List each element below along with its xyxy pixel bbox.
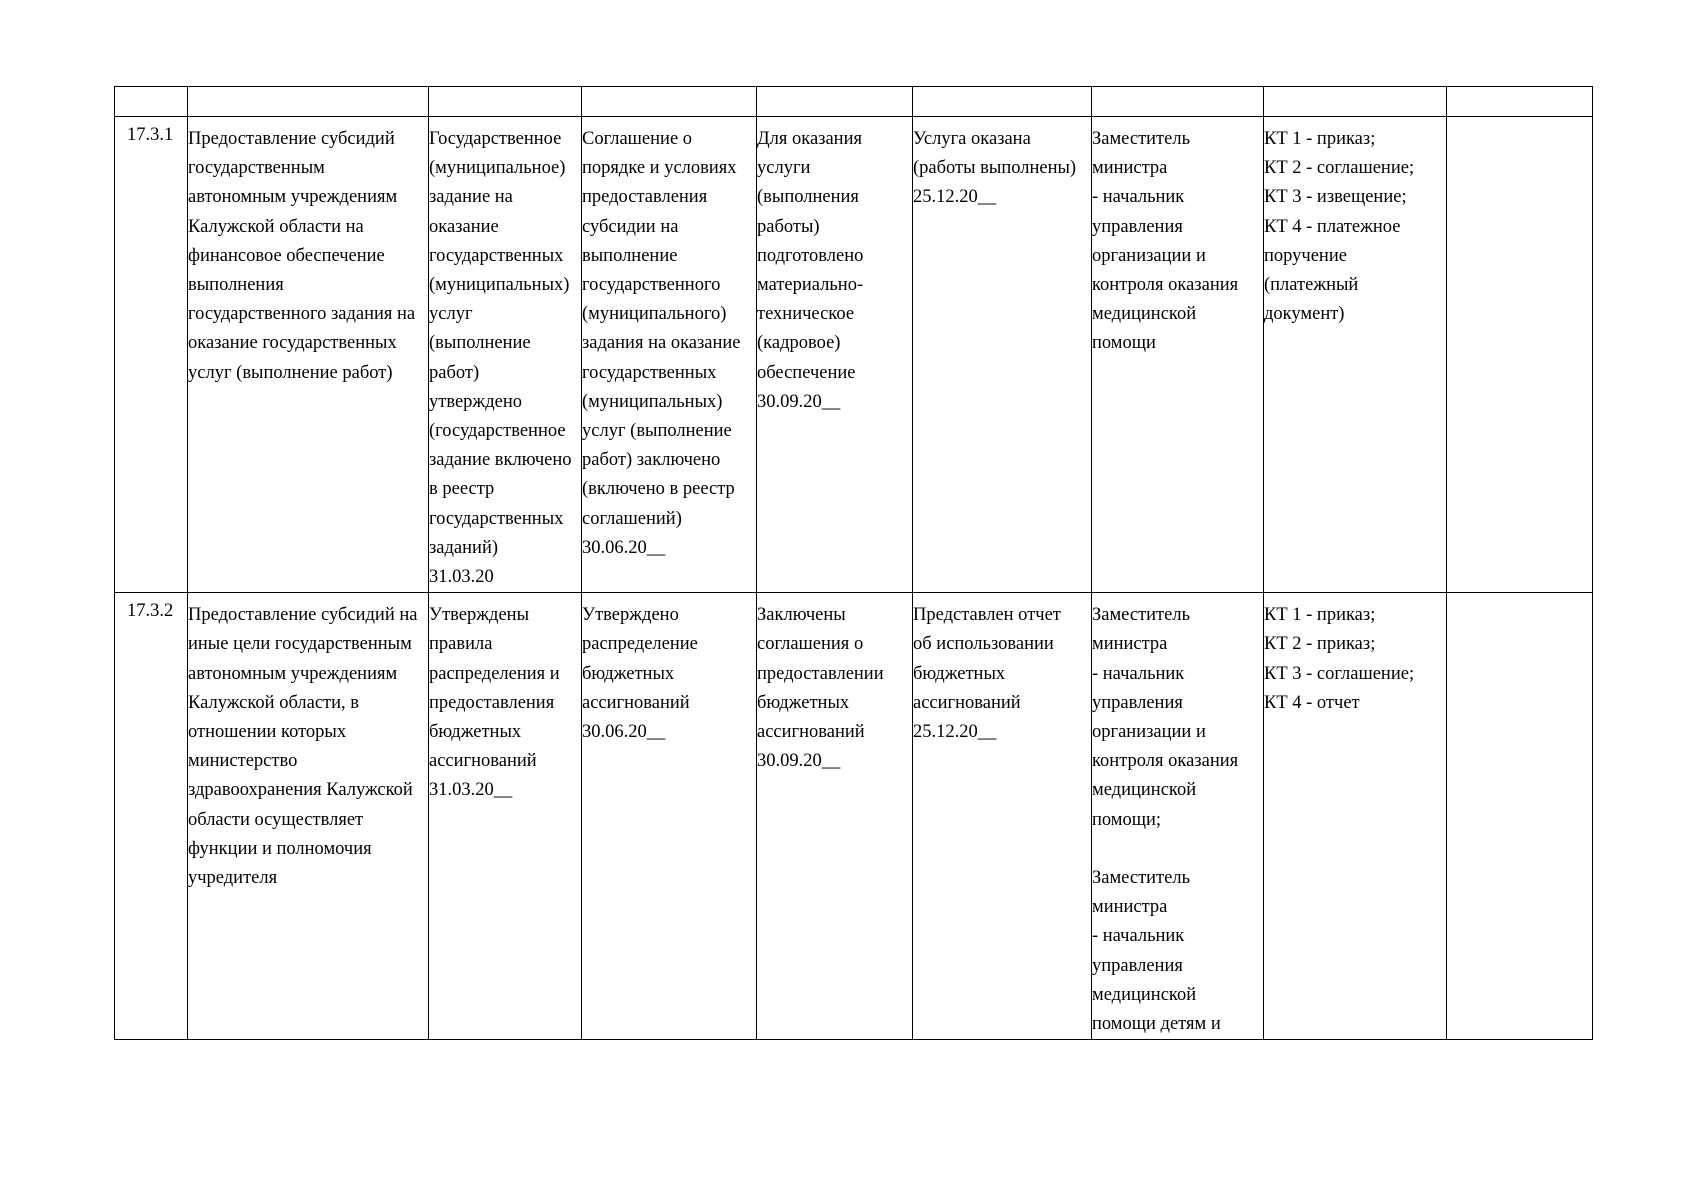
header-cell	[1264, 87, 1447, 117]
control-point-4-cell	[913, 593, 1092, 1040]
header-cell	[188, 87, 429, 117]
control-point-3-cell	[757, 593, 913, 1040]
documents-cell	[1264, 593, 1447, 1040]
row-number-cell	[115, 593, 188, 1040]
header-cell	[582, 87, 757, 117]
extra-cell	[1447, 117, 1593, 593]
extra-text	[1447, 593, 1592, 601]
header-cell	[1092, 87, 1264, 117]
control-point-2-cell	[582, 593, 757, 1040]
control-point-3-text: Заключены соглашения о предоставлении бюджетных ассигнований 30.09.20__	[757, 605, 884, 772]
plan-table	[114, 86, 1593, 1040]
row-number-cell	[115, 117, 188, 593]
control-point-3-cell	[757, 117, 913, 593]
table-row	[115, 593, 1593, 1040]
responsible-cell	[1092, 593, 1264, 1040]
documents-text: КТ 1 - приказ; КТ 2 - приказ; КТ 3 - соглашение; КТ 4 - отчет	[1264, 605, 1415, 713]
control-point-4-cell	[913, 117, 1092, 593]
table-row	[115, 117, 1593, 593]
header-cell	[429, 87, 582, 117]
responsible-cell	[1092, 117, 1264, 593]
table-header-row	[115, 87, 1593, 117]
control-point-3-text: Для оказания услуги (выполнения работы) подготовлено материально- техническое (кадровое) обеспечение 30.09.20__	[757, 129, 864, 412]
control-point-2-cell	[582, 117, 757, 593]
header-cell	[757, 87, 913, 117]
control-point-4-text: Услуга оказана (работы выполнены) 25.12.20__	[913, 129, 1077, 208]
header-cell	[913, 87, 1092, 117]
documents-cell	[1264, 117, 1447, 593]
event-cell	[188, 117, 429, 593]
control-point-2-text: Соглашение о порядке и условиях предоставления субсидии на выполнение государственного (муниципального) задания на оказание государственных (муниципальных) услуг (выполнение работ) заключено (включено в реестр соглашений) 30.06.20__	[582, 129, 741, 558]
header-cell	[1447, 87, 1593, 117]
event-cell	[188, 593, 429, 1040]
documents-text: КТ 1 - приказ; КТ 2 - соглашение; КТ 3 - извещение; КТ 4 - платежное поручение (платежный документ)	[1264, 129, 1415, 325]
row-number: 17.3.2	[127, 601, 174, 622]
control-point-1-cell	[429, 117, 582, 593]
row-number: 17.3.1	[127, 125, 174, 145]
control-point-1-text: Государственное (муниципальное) задание на оказание государственных (муниципальных) услуг (выполнение работ) утверждено (государственное задание включено в реестр государственных заданий) 31.03.20	[429, 129, 572, 588]
responsible-text: Заместитель министра - начальник управления организации и контроля оказания медицинской помощи	[1092, 129, 1239, 354]
responsible-text: Заместитель министра - начальник управления организации и контроля оказания медицинской помощи; Заместитель министра - начальник управления медицинской помощи детям и	[1092, 605, 1239, 1035]
control-point-1-text: Утверждены правила распределения и предоставления бюджетных ассигнований 31.03.20__	[429, 605, 560, 801]
extra-text	[1447, 117, 1592, 125]
control-point-1-cell	[429, 593, 582, 1040]
control-point-4-text: Представлен отчет об использовании бюджетных ассигнований 25.12.20__	[913, 605, 1061, 743]
control-point-2-text: Утверждено распределение бюджетных ассигнований 30.06.20__	[582, 605, 698, 743]
event-text: Предоставление субсидий на иные цели государственным автономным учреждениям Калужской области, в отношении которых министерство здравоохранения Калужской области осуществляет функции и полномочия учредителя	[188, 605, 418, 889]
extra-cell	[1447, 593, 1593, 1040]
header-cell	[115, 87, 188, 117]
event-text: Предоставление субсидий государственным автономным учреждениям Калужской области на финансовое обеспечение выполнения государственного задания на оказание государственных услуг (выполнение работ)	[188, 129, 416, 383]
